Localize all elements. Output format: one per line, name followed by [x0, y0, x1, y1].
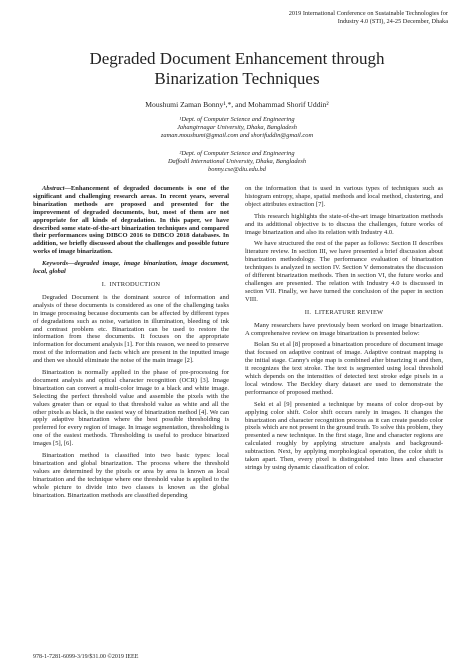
title-line-1: Degraded Document Enhancement through	[89, 49, 385, 68]
conference-header	[218, 10, 448, 26]
keywords-text: —degraded image, image binarization, image document, local, global	[33, 260, 229, 276]
paragraph: Seki et al [9] presented a technique by means of color drop-out by applying color shift. Color shift occurs rarely in images. It changes the binarization and character recognition process as it can create pseudo color pixels which are not present in the ground truth. To solve this problem, they presented a new technique. In the first stage, line and character regions are calculated roughly by applying structure analysis and background-subtraction. Next, by applying morphological operation, the color shift is taken apart. Then, every pixel is distinguished into lines and character strings by using dynamic classification of color.	[245, 400, 443, 471]
conference-line-2: Industry 4.0 (STI), 24-25 December, Dhaka	[337, 18, 448, 25]
author-list: Moushumi Zaman Bonny¹,*, and Mohammad Shorif Uddin²	[145, 100, 329, 109]
paragraph: on the information that is used in various types of techniques such as histogram entropy, shape, spatial methods and local method, clustering, and object attributes extraction [7].	[245, 185, 443, 208]
affiliation-university: Jahangirnagar University, Dhaka, Bangladesh	[177, 123, 297, 131]
title-line-2: Binarization Techniques	[154, 69, 320, 88]
section-heading-introduction: I. INTRODUCTION	[101, 280, 161, 288]
paper-title	[30, 49, 444, 89]
affiliation-university: Daffodil International University, Dhaka, Bangladesh	[167, 157, 307, 165]
left-column	[33, 185, 229, 504]
paragraph: Binarization is normally applied in the phase of pre-processing for document analysis and optical character recognition (OCR) [3]. Image binarization can convert a multi-color image to a black and white image. Selecting the perfect threshold value and assemble the pixels with the values greater than or equal to that threshold value as white and all the other pixels as black, is the easiest way of binarization method [4]. We can apply adaptive binarization where the best possible thresholding is preferred for every region of image. In image segmentation, thresholding is one of the easiest methods. Thresholding is useful to produce binarized images [5], [6].	[33, 369, 230, 448]
affiliation-emails: zaman.moushumi@gmail.com and shorifuddin@gmail.com	[160, 131, 314, 139]
abstract-text: —Enhancement of degraded documents is one of the significant and challenging research areas. In recent years, several binarization methods are proposed and presented for the improvement of degraded documents, but, most of them are not appropriate for all kinds of degradation. In this paper, we have described some state-of-the-art binarization techniques and compared their performances using DIBCO 2016 to DIBCO 2018 databases. In addition, we briefly discussed about the challenges and possible future works of image binarization.	[33, 185, 229, 256]
paragraph: Degraded Document is the dominant source of information and analysis of these documents is considered as one of the challenging tasks in image processing because documents can be affected by different types of degradations such as noise, variation in illumination, bleeding of ink and contrast problem etc. Binarization can be used to restore the information from these documents. It focuses on the appropriate information for document analysis [1]. For this reason, we need to preserve most of the information and facts which are present in the inputted image and then we should eliminate the noise of the main image [2].	[33, 293, 229, 365]
affiliation-1	[90, 116, 384, 140]
abstract	[33, 185, 229, 256]
abstract-label: Abstract	[42, 185, 65, 192]
affiliation-email: bonny.cse@diu.edu.bd	[208, 165, 266, 173]
paragraph: This research highlights the state-of-the-art image binarization methods and its additional objective is to discuss the challenges, future works of image binarization and also its relation with Industry 4.0.	[245, 212, 443, 236]
paragraph: Many researchers have previously been worked on image binarization. A comprehensive review on image binarization is presented below:	[245, 321, 443, 337]
right-column	[245, 185, 443, 476]
conference-line-1: 2019 International Conference on Sustainable Technologies for	[288, 10, 448, 17]
keywords-label: Keywords	[42, 260, 68, 268]
paragraph: Bolan Su et al [8] proposed a binarization procedure of document image that focused on adaptive contrast of image. Adaptive contrast mapping is the initial stage. Canny's edge map is combined after binarizing it and then, it recognizes the text stroke. The text is segmented using local threshold which depends on the intensities of detected text stroke edge pixels in a local window. The Beckley diary dataset are used to demonstrate the performance of proposed method.	[245, 341, 443, 396]
affiliation-dept: ¹Dept. of Computer Science and Engineering	[179, 116, 295, 123]
affiliation-dept: ²Dept. of Computer Science and Engineering	[179, 150, 295, 157]
paragraph: Binarization method is classified into two basic types: local binarization and global binarization. The process where the threshold values are determined by the pixels or area by area is known as local binarization and the technique where one threshold value is applied to the whole picture to divide into two classes is known as the global binarization. Binarization methods are classified depending	[33, 452, 229, 499]
affiliation-2	[90, 150, 384, 174]
copyright-footer: 978-1-7281-6099-3/19/$31.00 ©2019 IEEE	[33, 654, 139, 660]
paragraph: We have structured the rest of the paper as follows: Section II describes literature review. In section III, we have presented a brief discussion about binarization methodology. The performance evaluation of binarization techniques is analyzed in section IV. Section V demonstrates the discussion of different binarization methods. Then in section VI, the future works and challenges are presented. The relation with Industry 4.0 is discussed in section VII. Finally, we have turned the conclusion of the paper in section VIII.	[245, 240, 443, 303]
keywords	[33, 260, 229, 276]
section-heading-literature-review: II. LITERATURE REVIEW	[304, 308, 384, 316]
